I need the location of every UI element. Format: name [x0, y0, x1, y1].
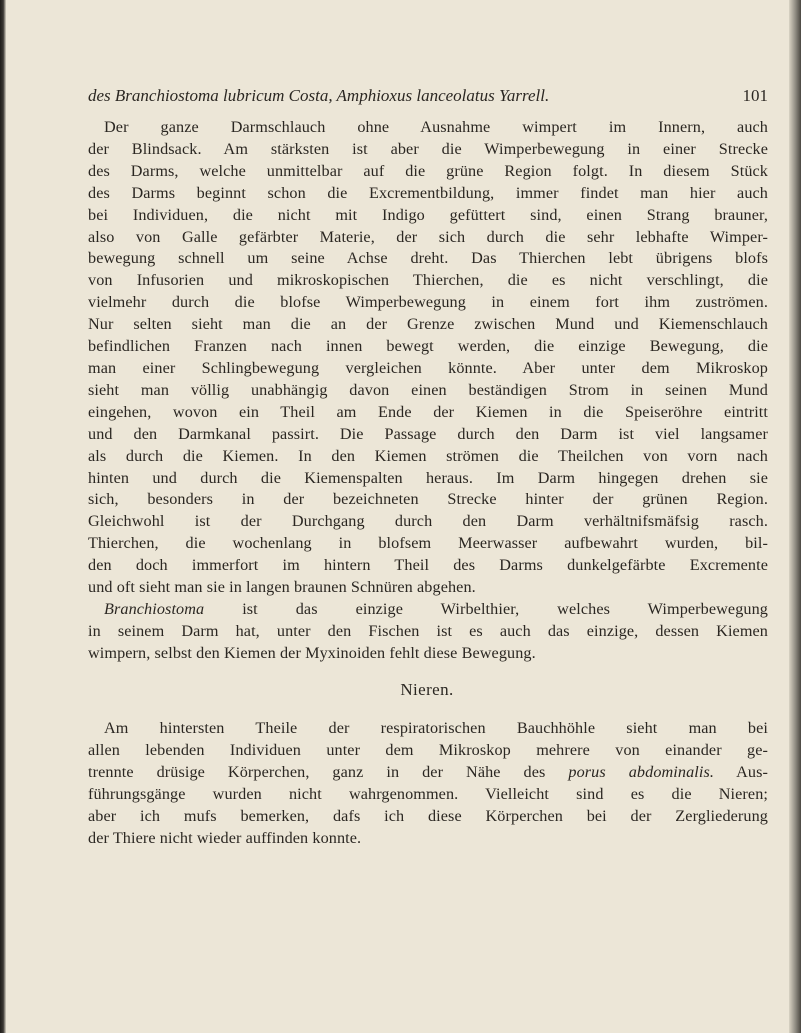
text-line: sieht man völlig unabhängig davon einen beständigen Strom in seinen Mund: [88, 380, 768, 399]
text-line: allen lebenden Individuen unter dem Mikroskop mehrere von einander ge-: [88, 740, 768, 759]
taxon-name: Branchiostoma: [104, 599, 205, 618]
text-line: sich, besonders in der bezeichneten Strecke hinter der grünen Region.: [88, 490, 768, 509]
text-line: und den Darmkanal passirt. Die Passage durch den Darm ist viel langsamer: [88, 424, 768, 443]
text-line: Nur selten sieht man die an der Grenze zwischen Mund und Kiemenschlauch: [88, 315, 768, 334]
section-text: [88, 718, 768, 849]
text-line: Gleichwohl ist der Durchgang durch den Darm verhältnifsmäfsig rasch.: [88, 512, 768, 531]
text-line: den doch immerfort im hintern Theil des Darms dunkelgefärbte Excremente: [88, 556, 768, 575]
text-line: Der ganze Darmschlauch ohne Ausnahme wimpert im Innern, auch: [104, 118, 768, 136]
text-line: Am hintersten Theile der respiratorischen Bauchhöhle sieht man bei: [104, 719, 768, 737]
text-line: aber ich mufs bemerken, dafs ich diese Körperchen bei der Zergliederung: [88, 806, 768, 825]
text-line: führungsgänge wurden nicht wahrgenommen. Vielleicht sind es die Nieren;: [88, 784, 768, 803]
text-line: vielmehr durch die blofse Wimperbewegung in einem fort ihm zuströmen.: [88, 293, 768, 312]
page-right-edge: [789, 0, 801, 1033]
text-line: und oft sieht man sie in langen braunen Schnüren abgehen.: [88, 578, 476, 597]
text-line: wimpern, selbst den Kiemen der Myxinoiden fehlt diese Bewegung.: [88, 643, 536, 662]
text-line: des Darms beginnt schon die Excrementbildung, immer findet man hier auch: [88, 183, 768, 202]
anatomical-term: porus abdominalis.: [568, 762, 715, 781]
text-line: der Thiere nicht wieder auffinden konnte.: [88, 828, 362, 847]
text-line: also von Galle gefärbter Materie, der sich durch die sehr lebhafte Wimper-: [88, 227, 768, 246]
text-line: von Infusorien und mikroskopischen Thierchen, die es nicht verschlingt, die: [88, 271, 768, 290]
text-line: des Darms, welche unmittelbar auf die grüne Region folgt. In diesem Stück: [88, 161, 768, 180]
running-title: des Branchiostoma lubricum Costa, Amphioxus lanceolatus Yarrell.: [88, 86, 550, 105]
text-line: Thierchen, die wochenlang in blofsem Meerwasser aufbewahrt wurden, bil-: [88, 534, 768, 553]
section-heading: Nieren.: [400, 680, 454, 699]
text-fragment: ist das einzige Wirbelthier, welches Wimperbewegung: [204, 599, 768, 618]
text-line: befindlichen Franzen nach innen bewegt werden, die einzige Bewegung, die: [88, 337, 768, 356]
text-line: man einer Schlingbewegung vergleichen könnte. Aber unter dem Mikroskop: [88, 358, 768, 377]
text-line: in seinem Darm hat, unter den Fischen ist es auch das einzige, dessen Kiemen: [88, 621, 768, 640]
running-header: [86, 84, 768, 108]
text-line: eingehen, wovon ein Theil am Ende der Kiemen in die Speiseröhre eintritt: [88, 402, 768, 421]
page-number: 101: [742, 86, 768, 105]
text-line: bei Individuen, die nicht mit Indigo gefüttert sind, einen Strang brauner,: [88, 205, 768, 224]
main-text: [88, 117, 768, 665]
text-line: als durch die Kiemen. In den Kiemen strömen die Theilchen von vorn nach: [88, 446, 768, 465]
text-line: der Blindsack. Am stärksten ist aber die Wimperbewegung in einer Strecke: [88, 139, 768, 158]
text-fragment: Aus-: [736, 762, 768, 781]
text-line: [88, 762, 768, 784]
text-line: bewegung schnell um seine Achse dreht. Das Thierchen lebt übrigens blofs: [88, 249, 768, 268]
text-line: [88, 599, 768, 621]
text-line: hinten und durch die Kiemenspalten heraus. Im Darm hingegen drehen sie: [88, 468, 768, 487]
text-fragment: trennte drüsige Körperchen, ganz in der Nähe des: [88, 762, 546, 781]
page-left-edge: [0, 0, 6, 1033]
